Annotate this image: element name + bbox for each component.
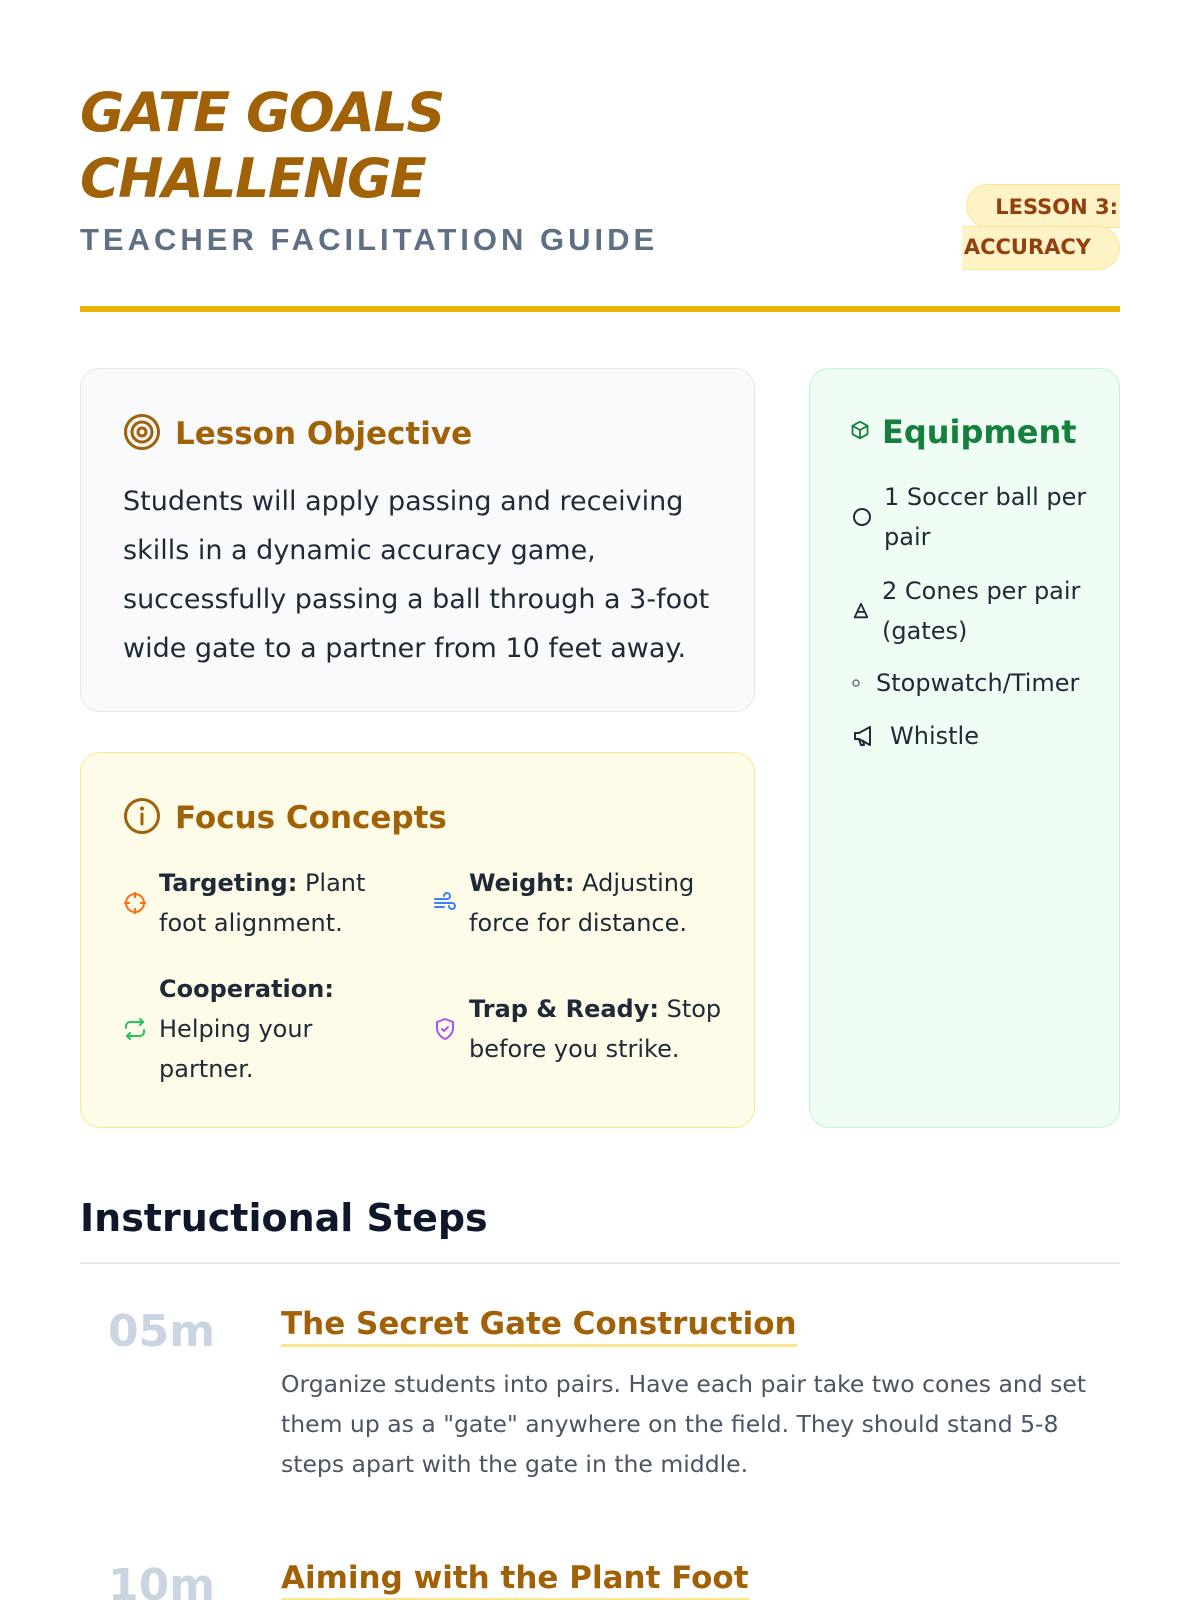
step-time: 05m bbox=[108, 1306, 216, 1357]
concept-trap-ready bbox=[433, 989, 723, 1069]
equipment-header bbox=[850, 413, 1077, 451]
dot-icon bbox=[852, 679, 860, 687]
equipment-label: Whistle bbox=[890, 722, 979, 750]
box-icon bbox=[850, 420, 870, 444]
page-header bbox=[80, 80, 1120, 312]
shield-icon bbox=[433, 1017, 457, 1041]
step-title: Aiming with the Plant Foot bbox=[281, 1560, 749, 1600]
concept-text: Helping your partner. bbox=[159, 1015, 313, 1083]
page-subtitle: TEACHER FACILITATION GUIDE bbox=[80, 222, 659, 257]
equipment-card bbox=[809, 368, 1120, 1128]
objective-header bbox=[123, 413, 472, 455]
cone-icon bbox=[852, 602, 870, 620]
equipment-heading: Equipment bbox=[882, 413, 1077, 451]
step-description: Organize students into pairs. Have each pair take two cones and set them up as a "gate" anywhere on the field. They should stand 5-8 steps apart with the gate in the middle. bbox=[281, 1370, 1087, 1478]
concept-targeting bbox=[123, 863, 373, 943]
objective-heading: Lesson Objective bbox=[175, 416, 473, 452]
objective-card bbox=[80, 368, 755, 712]
target-icon bbox=[123, 413, 161, 455]
focus-header bbox=[123, 797, 447, 839]
concept-label: Cooperation: bbox=[159, 975, 334, 1003]
equipment-label: Stopwatch/Timer bbox=[876, 669, 1080, 697]
concept-text: Adjusting force for distance. bbox=[469, 869, 695, 937]
repeat-icon bbox=[123, 1017, 147, 1041]
objective-text: Students will apply passing and receiving skills in a dynamic accuracy game, successfully passing a ball through a 3-foot wide gate to a partner from 10 feet away. bbox=[123, 486, 710, 664]
title-line-2: CHALLENGE bbox=[80, 147, 426, 210]
concept-label: Weight: bbox=[469, 869, 575, 897]
steps-divider bbox=[80, 1262, 1120, 1264]
equipment-label: 1 Soccer ball per pair bbox=[884, 483, 1087, 551]
concept-text: Stop before you strike. bbox=[469, 995, 722, 1063]
concept-weight bbox=[433, 863, 723, 943]
equipment-item bbox=[852, 571, 1092, 651]
focus-heading: Focus Concepts bbox=[175, 800, 447, 836]
equipment-label: 2 Cones per pair (gates) bbox=[882, 577, 1081, 645]
concept-label: Trap & Ready: bbox=[469, 995, 659, 1023]
equipment-item bbox=[852, 716, 1092, 756]
badge-line-2: ACCURACY bbox=[962, 226, 1120, 270]
lesson-badge bbox=[964, 184, 1120, 274]
concept-text: Plant foot alignment. bbox=[159, 869, 366, 937]
steps-heading: Instructional Steps bbox=[80, 1196, 488, 1240]
crosshair-icon bbox=[123, 891, 147, 915]
megaphone-icon bbox=[852, 724, 878, 748]
wind-icon bbox=[433, 891, 457, 915]
equipment-item bbox=[852, 477, 1092, 557]
focus-concepts-card bbox=[80, 752, 755, 1128]
badge-line-1: LESSON 3: bbox=[966, 184, 1120, 228]
equipment-item bbox=[852, 663, 1092, 703]
header-divider bbox=[80, 306, 1120, 312]
concept-label: Targeting: bbox=[159, 869, 298, 897]
info-icon bbox=[123, 797, 161, 839]
step-time: 10m bbox=[108, 1560, 216, 1600]
step-title: The Secret Gate Construction bbox=[281, 1306, 797, 1347]
title-line-1: GATE GOALS bbox=[80, 81, 444, 144]
concept-cooperation bbox=[123, 969, 373, 1089]
circle-icon bbox=[852, 507, 872, 527]
